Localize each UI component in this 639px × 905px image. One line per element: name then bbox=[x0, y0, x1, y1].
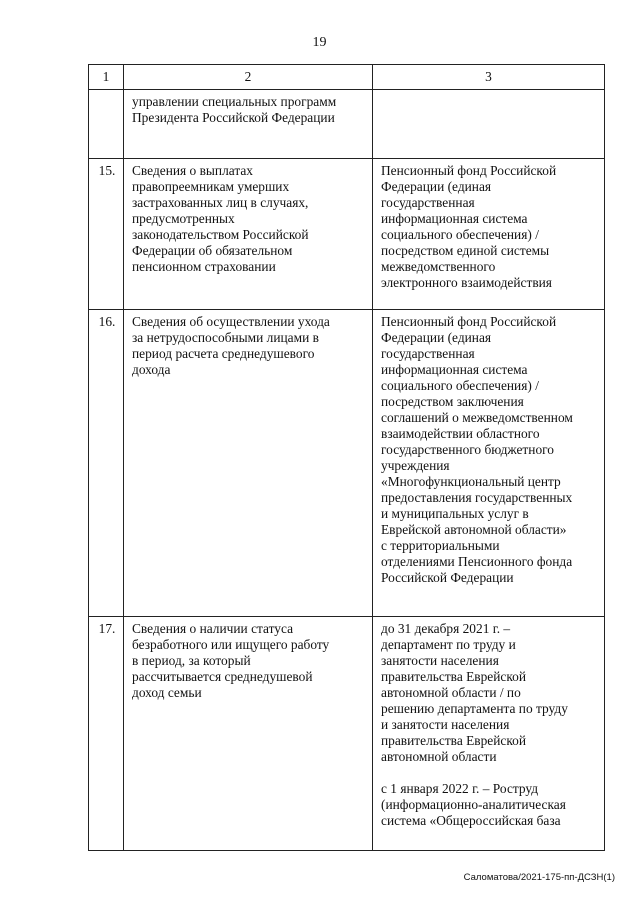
table-row bbox=[89, 617, 605, 851]
info-text: управлении специальных программ Президента Российской Федерации bbox=[132, 94, 337, 125]
cell-info bbox=[124, 310, 373, 617]
document-reference: Саломатова/2021-175-пп-ДСЗН(1) bbox=[463, 872, 615, 883]
cell-num bbox=[89, 90, 124, 159]
page-number: 19 bbox=[312, 35, 327, 50]
cell-source bbox=[373, 90, 605, 159]
cell-source bbox=[373, 310, 605, 617]
cell-source bbox=[373, 159, 605, 310]
cell-num bbox=[89, 310, 124, 617]
info-text: Сведения о наличии статуса безработного или ищущего работу в период, за который рассчитывается среднедушевой доход семьи bbox=[132, 621, 330, 700]
table-row-continuation bbox=[89, 90, 605, 159]
row-number: 17. bbox=[98, 621, 116, 636]
document-table bbox=[88, 64, 605, 851]
source-text: до 31 декабря 2021 г. – департамент по труду и занятости населения правительства Еврейской автономной области / по решению департамента по труду и занятости населения правительства Еврейской автономной области bbox=[381, 621, 568, 764]
header-col-1: 1 bbox=[89, 65, 124, 90]
source-text: Пенсионный фонд Российской Федерации (единая государственная информационная система социального обеспечения) / посредством заключения соглашений о межведомственном взаимодействии областного государственного бюджетного учреждения «Многофункциональный центр предоставления государственных и муниципальных услуг в Еврейской автономной области» с территориальными отделениями Пенсионного фонда Российской Федерации bbox=[381, 314, 573, 585]
table-row bbox=[89, 159, 605, 310]
table-header-row bbox=[89, 65, 605, 90]
header-col-2: 2 bbox=[124, 65, 373, 90]
cell-source bbox=[373, 617, 605, 851]
source-text bbox=[373, 90, 604, 98]
source-text-extra: с 1 января 2022 г. – Роструд (информационно-аналитическая система «Общероссийская база bbox=[381, 781, 566, 828]
cell-info bbox=[124, 159, 373, 310]
table-row bbox=[89, 310, 605, 617]
cell-num bbox=[89, 159, 124, 310]
info-text: Сведения о выплатах правопреемникам умерших застрахованных лиц в случаях, предусмотренных законодательством Российской Федерации об обязательном пенсионном страховании bbox=[132, 163, 309, 274]
source-text: Пенсионный фонд Российской Федерации (единая государственная информационная система социального обеспечения) / посредством единой системы межведомственного электронного взаимодействия bbox=[381, 163, 557, 290]
cell-info bbox=[124, 90, 373, 159]
cell-info bbox=[124, 617, 373, 851]
row-number: 15. bbox=[98, 163, 116, 178]
cell-num bbox=[89, 617, 124, 851]
row-number: 16. bbox=[98, 314, 116, 329]
header-col-3: 3 bbox=[373, 65, 605, 90]
info-text: Сведения об осуществлении ухода за нетрудоспособными лицами в период расчета среднедушевого дохода bbox=[132, 314, 330, 377]
